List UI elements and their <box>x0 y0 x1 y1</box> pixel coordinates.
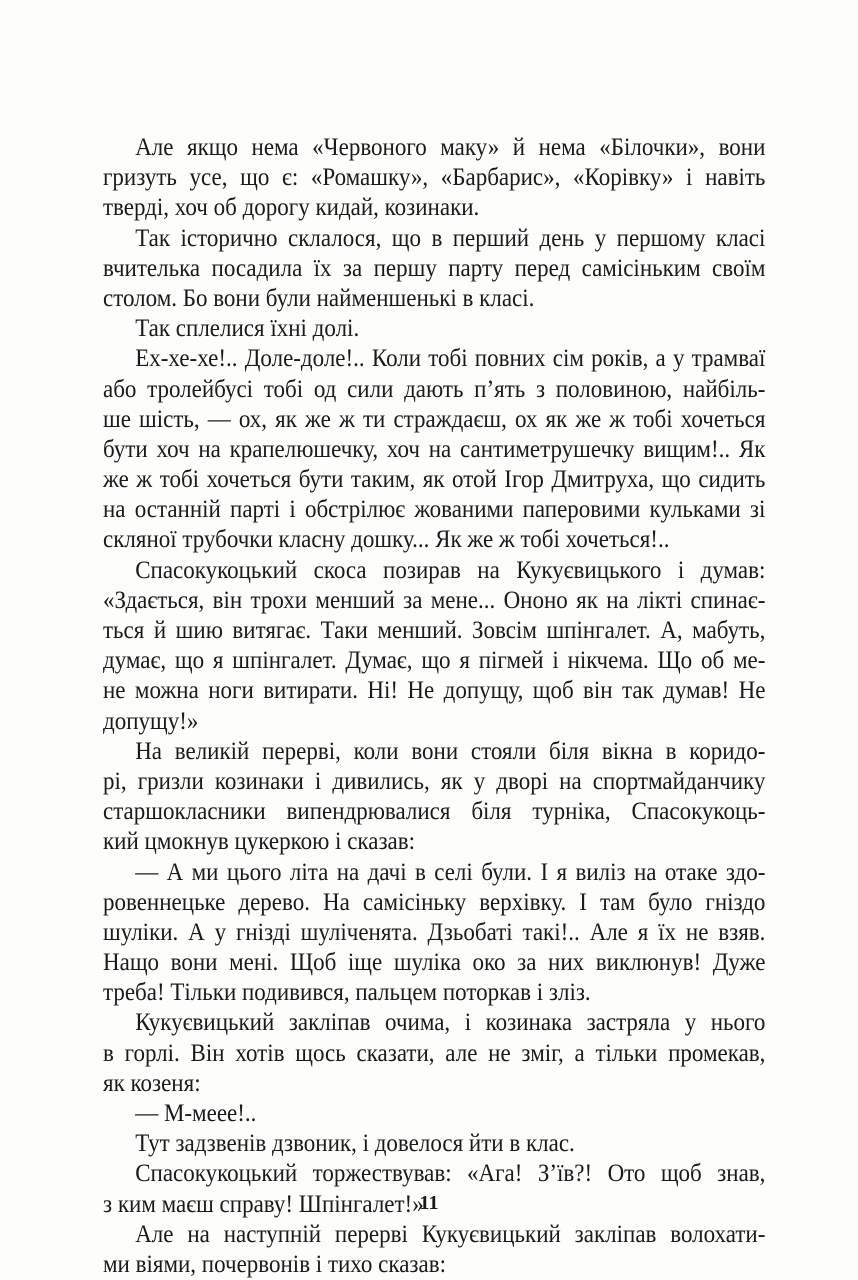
text-line: Так історично склалося, що в перший день у першому класі <box>135 224 766 252</box>
text-line: вчителька посадила їх за першу парту перед самісіньким своїм <box>103 254 766 282</box>
text-line: Спасокукоцький торжествував: «Ага! З’їв?! Ото щоб знав, <box>135 1160 766 1188</box>
text-line: На великій перерві, коли вони стояли біля вікна в коридо- <box>135 737 766 765</box>
text-line: тверді, хоч об дорогу кидай, козинаки. <box>103 194 480 222</box>
text-line: Кукуєвицький закліпав очима, і козинака застряла у нього <box>135 1009 766 1037</box>
text-line: Так сплелися їхні долі. <box>135 315 360 343</box>
text-line: треба! Тільки подивився, пальцем поторкав і зліз. <box>103 979 591 1007</box>
text-line: Але якщо нема «Червоного маку» й нема «Білочки», вони <box>135 134 766 161</box>
text-line: ми віями, почервонів і тихо сказав: <box>103 1250 446 1278</box>
text-line: Тут задзвенів дзвоник, і довелося йти в клас. <box>135 1130 575 1158</box>
text-line: Але на наступній перерві Кукуєвицький закліпав волохати- <box>135 1220 766 1248</box>
text-line: шуліки. А у гнізді шуліченята. Дзьобаті такі!.. Але я їх не взяв. <box>103 918 766 946</box>
text-line: ровеннецьке дерево. На самісіньку верхівку. І там було гніздо <box>103 888 766 916</box>
text-line: або тролейбусі тобі од сили дають п’ять з половиною, найбіль- <box>103 375 766 403</box>
text-line: старшокласники випендрювалися біля турніка, Спасокукоць- <box>103 798 766 826</box>
text-line: «Здається, він трохи менший за мене... Ононо як на лікті спинає- <box>103 586 766 614</box>
page-number: 11 <box>419 1192 439 1214</box>
text-line: кий цмокнув цукеркою і сказав: <box>103 828 415 856</box>
body-text <box>103 133 823 1280</box>
text-line: допущу!» <box>103 707 199 735</box>
text-line: скляної трубочки класну дошку... Як же ж тобі хочеться!.. <box>103 526 670 554</box>
text-line: ться й шию витягає. Таки менший. Зовсім шпінгалет. А, мабуть, <box>103 617 766 644</box>
text-line: — А ми цього літа на дачі в селі були. І я виліз на отаке здо- <box>135 858 766 886</box>
text-line: Спасокукоцький скоса позирав на Кукуєвицького і думав: <box>135 556 766 584</box>
text-line: бути хоч на крапелюшечку, хоч на сантиметрушечку вищим!.. Як <box>103 435 766 463</box>
text-line: Ех-хе-хе!.. Доле-доле!.. Коли тобі повних сім років, а у трамваї <box>135 345 766 373</box>
text-line: не можна ноги витирати. Ні! Не допущу, щоб він так думав! Не <box>103 677 766 705</box>
text-line: — М-мееe!.. <box>135 1100 257 1127</box>
text-line: думає, що я шпінгалет. Думає, що я пігмей і нікчема. Що об ме- <box>103 647 766 675</box>
text-line: рі, гризли козинаки і дивились, як у дворі на спортмайданчику <box>103 767 766 795</box>
text-line: на останній парті і обстрілює жованими паперовими кульками зі <box>103 496 766 524</box>
text-line: столом. Бо вони були найменшенькі в класі. <box>103 284 535 312</box>
text-line: гризуть усе, що є: «Ромашку», «Барбарис», «Корівку» і навіть <box>103 164 766 192</box>
text-line: в горлі. Він хотів щось сказати, але не зміг, а тільки промекав, <box>103 1039 766 1067</box>
text-line: з ким маєш справу! Шпінгалет!» <box>103 1190 424 1218</box>
text-line: Нащо вони мені. Щоб іще шуліка око за них виклюнув! Дуже <box>103 949 766 977</box>
text-line: ше шість, — ох, як же ж ти страждаєш, ох як же ж тобі хочеться <box>103 405 766 433</box>
text-line: же ж тобі хочеться бути таким, як отой Ігор Дмитруха, що сидить <box>103 466 766 494</box>
text-line: як козеня: <box>103 1069 201 1097</box>
